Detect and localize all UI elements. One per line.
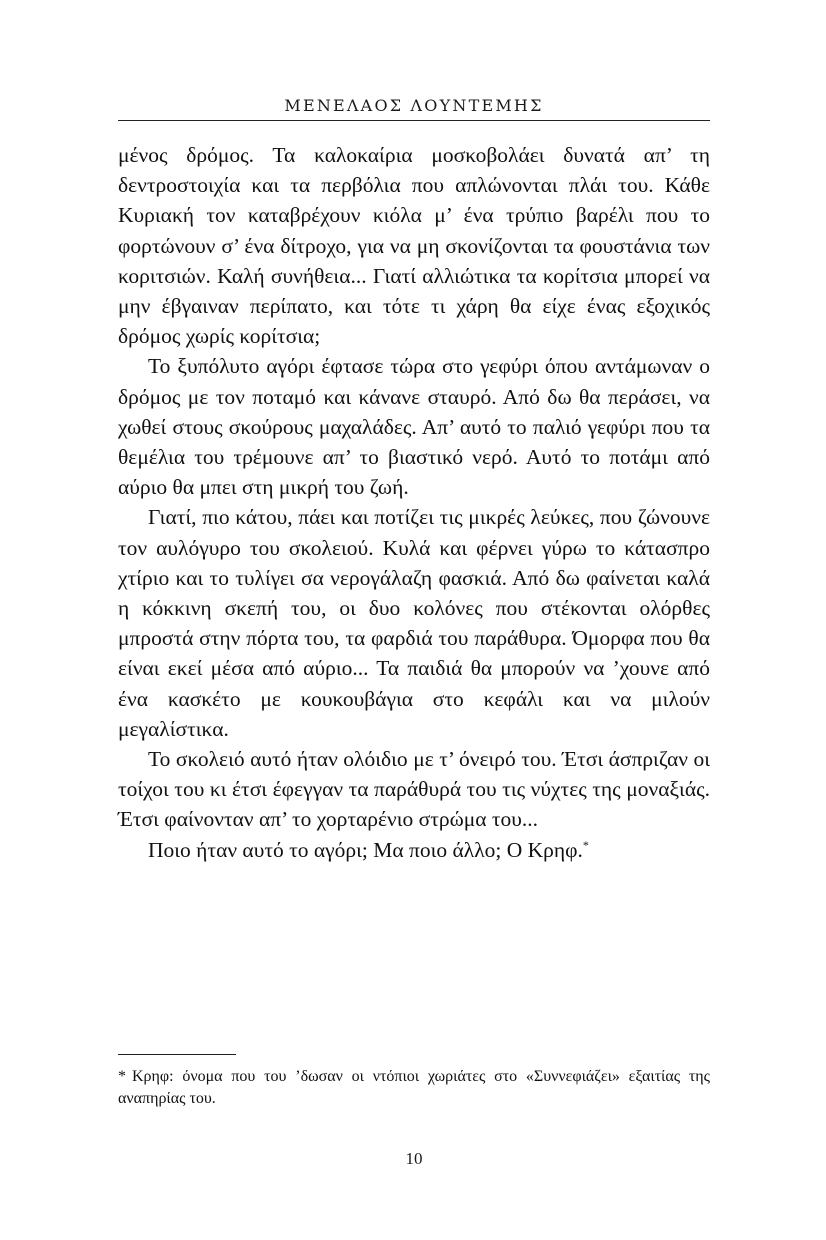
paragraph-text: μένος δρόμος. Τα καλοκαίρια μοσκοβολάει δυνατά απ’ τη δεντροστοιχία και τα περβόλια που απλώνονται πλάι του. Κάθε Κυριακή τον καταβρέχουν κιόλα μ’ ένα τρύπιο βαρέλι που το φορτώνουν σ’ ένα δίτροχο, για να μη σκονίζονται τα φουστάνια των κοριτσιών. Καλή συνήθεια... Γιατί αλλιώτικα τα κορίτσια μπορεί να μην έβγαιναν περίπατο, και τότε τι χάρη θα είχε ένας εξοχικός δρόμος χωρίς κορίτσια; bbox=[118, 143, 710, 349]
running-head: ΜΕΝΕΛΑΟΣ ΛΟΥΝΤΕΜΗΣ bbox=[284, 96, 544, 115]
header-rule bbox=[118, 120, 710, 121]
paragraph-text: Γιατί, πιο κάτου, πάει και ποτίζει τις μικρές λεύκες, που ζώνουνε τον αυλόγυρο του σκολειού. Κυλά και φέρνει γύρω το κάτασπρο χτίριο και το τυλίγει σα νερογάλαζη φασκιά. Από δω φαίνεται καλά η κόκκινη σκεπή του, οι δυο κολόνες που στέκονται ολόρθες μπροστά στην πόρτα του, τα φαρδιά του παράθυρα. Όμορφα που θα είναι εκεί μέσα από αύριο... Τα παιδιά θα μπορούν να ’χουνε από ένα κασκέτο με κουκουβάγια στο κεφάλι και να μιλούν μεγαλίστικα. bbox=[118, 505, 710, 741]
footnote-rule bbox=[118, 1054, 236, 1055]
paragraph-text: Ποιο ήταν αυτό το αγόρι; Μα ποιο άλλο; Ο Κρηφ. bbox=[148, 837, 583, 862]
paragraph-text: Το ξυπόλυτο αγόρι έφτασε τώρα στο γεφύρι όπου αντάμωναν ο δρόμος με τον ποταμό και κάνανε σταυρό. Από δω θα περάσει, να χωθεί στους σκούρους μαχαλάδες. Απ’ αυτό το παλιό γεφύρι που τα θεμέλια του τρέμουνε απ’ το βιαστικό νερό. Αυτό το ποτάμι από αύριο θα μπει στη μικρή του ζωή. bbox=[118, 354, 710, 500]
paragraph bbox=[118, 140, 710, 351]
footnote-reference[interactable]: * bbox=[582, 837, 589, 852]
footnote-text: Κρηφ: όνομα που του ’δωσαν οι ντόπιοι χωριάτες στο «Συννεφιάζει» εξαιτίας της αναπηρίας του. bbox=[118, 1068, 710, 1107]
page-number: 10 bbox=[405, 1149, 423, 1168]
footnote bbox=[118, 1066, 710, 1110]
paragraph bbox=[118, 744, 710, 835]
paragraph bbox=[118, 835, 710, 865]
paragraph bbox=[118, 502, 710, 744]
paragraph bbox=[118, 351, 710, 502]
footnote-marker: * bbox=[118, 1068, 126, 1085]
body-text bbox=[118, 140, 710, 865]
paragraph-text: Το σκολειό αυτό ήταν ολόιδιο με τ’ όνειρό του. Έτσι άσπριζαν οι τοίχοι του κι έτσι έφεγγαν τα παράθυρά του τις νύχτες της μοναξιάς. Έτσι φαίνονταν απ’ το χορταρένιο στρώμα του... bbox=[118, 747, 710, 832]
